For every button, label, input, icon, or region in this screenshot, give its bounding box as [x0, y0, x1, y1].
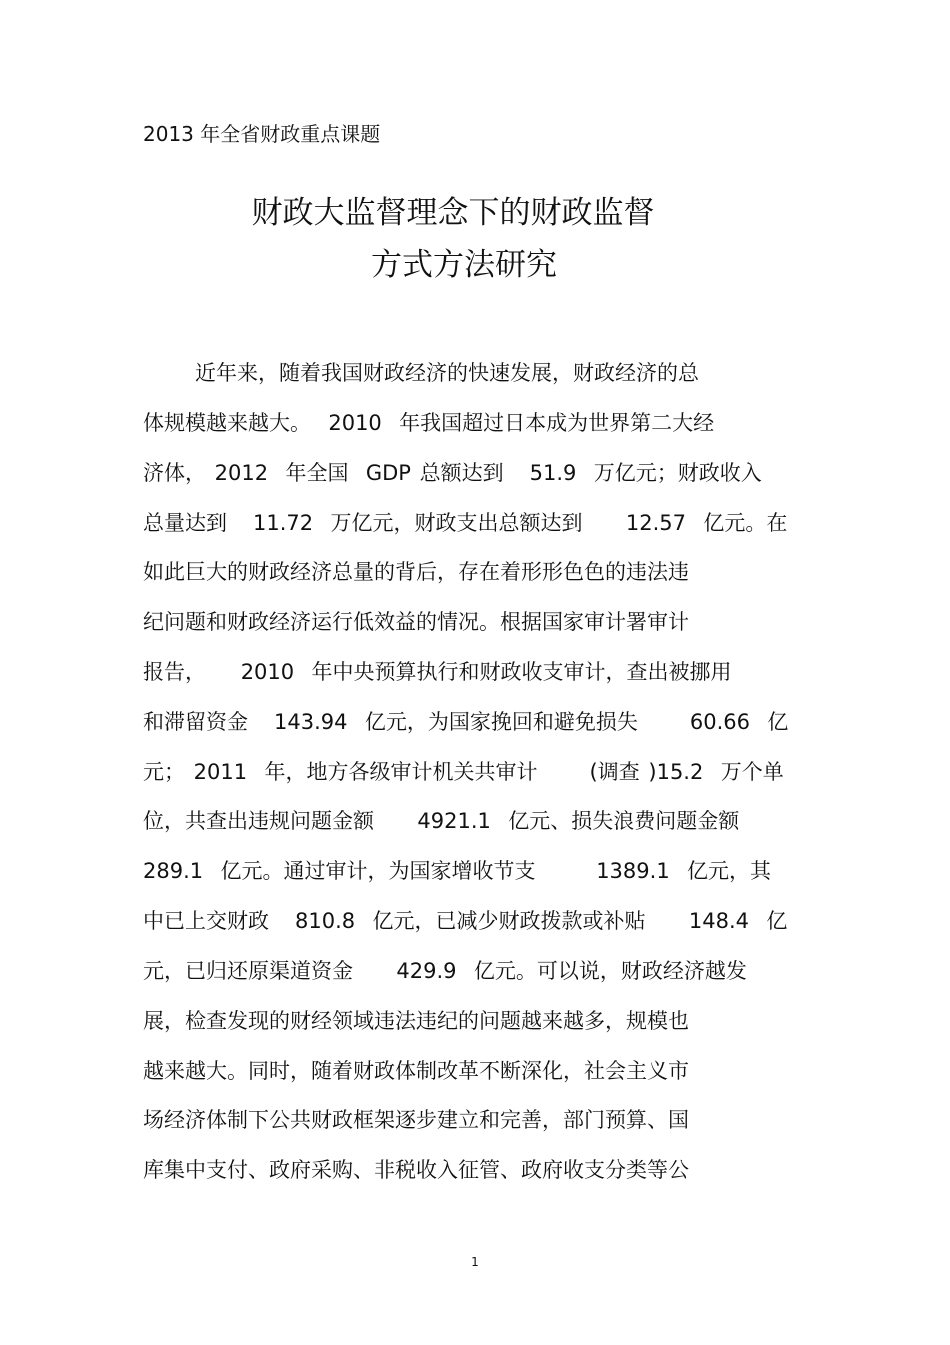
- body-line: 济体， 2012 年全国 GDP 总额达到 51.9 万亿元；财政收入: [143, 461, 762, 485]
- document-title-line-1: 财政大监督理念下的财政监督: [251, 195, 655, 231]
- body-line: 近年来，随着我国财政经济的快速发展，财政经济的总: [143, 361, 700, 385]
- body-line: 中已上交财政 810.8 亿元，已减少财政拨款或补贴 148.4 亿: [143, 909, 788, 933]
- body-line: 元； 2011 年，地方各级审计机关共审计 (调查 )15.2 万个单: [143, 760, 784, 784]
- body-line: 展，检查发现的财经领域违法违纪的问题越来越多，规模也: [143, 1009, 689, 1033]
- body-line: 纪问题和财政经济运行低效益的情况。根据国家审计署审计: [143, 610, 689, 634]
- body-line: 体规模越来越大。 2010 年我国超过日本成为世界第二大经: [143, 411, 715, 435]
- page-number: 1: [471, 1255, 479, 1269]
- document-title-line-2: 方式方法研究: [371, 247, 557, 283]
- body-line: 报告， 2010 年中央预算执行和财政收支审计，查出被挪用: [143, 660, 732, 684]
- body-line: 越来越大。同时，随着财政体制改革不断深化，社会主义市: [143, 1059, 689, 1083]
- body-line: 元，已归还原渠道资金 429.9 亿元。可以说，财政经济越发: [143, 959, 747, 983]
- body-line: 场经济体制下公共财政框架逐步建立和完善，部门预算、国: [143, 1108, 689, 1132]
- body-line: 位，共查出违规问题金额 4921.1 亿元、损失浪费问题金额: [143, 809, 740, 833]
- body-line: 库集中支付、政府采购、非税收入征管、政府收支分类等公: [143, 1158, 689, 1182]
- project-label: 2013 年全省财政重点课题: [143, 122, 381, 146]
- body-line: 289.1 亿元。通过审计，为国家增收节支 1389.1 亿元，其: [143, 859, 772, 883]
- body-line: 总量达到 11.72 万亿元，财政支出总额达到 12.57 亿元。在: [143, 511, 788, 535]
- body-line: 和滞留资金 143.94 亿元，为国家挽回和避免损失 60.66 亿: [143, 710, 789, 734]
- body-line: 如此巨大的财政经济总量的背后，存在着形形色色的违法违: [143, 560, 689, 584]
